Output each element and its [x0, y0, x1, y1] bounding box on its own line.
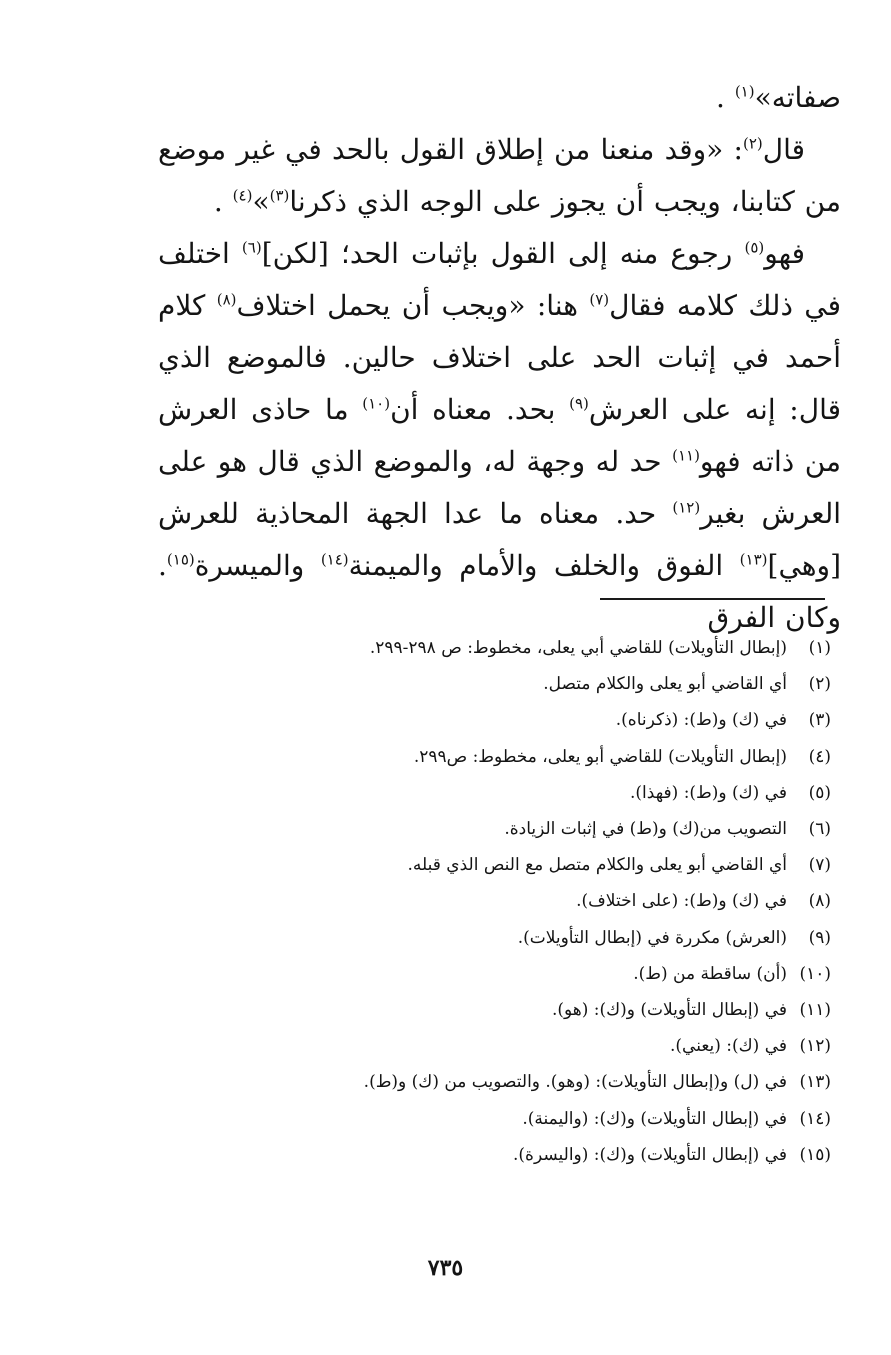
footnote-number: (٩): [808, 927, 831, 948]
footnote-ref[interactable]: (١٣): [739, 550, 768, 569]
footnote-number: (٢): [808, 674, 831, 695]
footnote-text: في (إبطال التأويلات) و(ك): (هو).: [551, 1000, 787, 1021]
footnote-text: أي القاضي أبو يعلى والكلام متصل مع النص الذي قبله.: [407, 855, 787, 876]
footnote-number: (١٠): [799, 963, 831, 984]
footnote-text: في (ك): (يعني).: [669, 1036, 787, 1057]
footnote-text: في (ل) و(إبطال التأويلات): (وهو). والتصويب من (ك) و(ط).: [363, 1072, 787, 1093]
footnote-text: (العرش) مكررة في (إبطال التأويلات).: [517, 927, 787, 948]
footnote-number: (١٣): [799, 1072, 831, 1093]
footnote-text: في (ك) و(ط): (على اختلاف).: [576, 891, 787, 912]
footnote-item: [150, 630, 831, 666]
footnote-item: [150, 775, 831, 811]
footnote-number: (١٢): [799, 1036, 831, 1057]
footnote-number: (١١): [799, 1000, 831, 1021]
footnote-item: [150, 992, 831, 1028]
footnote-number: (٨): [808, 891, 831, 912]
footnotes-list: [150, 630, 831, 1173]
footnote-number: (١٤): [799, 1108, 831, 1129]
footnote-ref[interactable]: (١٢): [672, 498, 701, 517]
footnote-ref[interactable]: (١٠): [362, 394, 391, 413]
footnote-item: [150, 666, 831, 702]
footnote-ref[interactable]: (٣): [269, 186, 290, 205]
footnote-text: (إبطال التأويلات) للقاضي أبي يعلى، مخطوط: ص ٢٩٨-٢٩٩.: [369, 638, 787, 658]
footnote-item: [150, 1028, 831, 1064]
footnote-item: [150, 883, 831, 919]
footnote-ref[interactable]: (١٥): [166, 550, 195, 569]
footnote-item: [150, 847, 831, 883]
text-line-continuation: صفاته»$^{(١)}$ .: [716, 81, 841, 114]
footnote-text: (إبطال التأويلات) للقاضي أبو يعلى، مخطوط: ص٢٩٩.: [413, 746, 787, 767]
footnote-ref[interactable]: (١١): [672, 446, 700, 465]
footnote-ref[interactable]: (٩): [569, 394, 589, 413]
footnote-item: [150, 956, 831, 992]
footnote-item: [150, 702, 831, 738]
footnote-item: [150, 920, 831, 956]
footnote-ref[interactable]: (٧): [589, 290, 610, 309]
footnote-number: (٥): [808, 782, 831, 803]
footnote-text: في (ك) و(ط): (ذكرناه).: [615, 710, 787, 731]
paragraph-qala: قال$^{(٢)}$: «وقد منعنا من إطلاق القول بالحد في غير موضع من كتابنا، ويجب أن يجوز على الوجه الذي ذكرنا$^{(٣)}$»$^{(٤)}$ .: [158, 133, 841, 218]
footnote-item: [150, 1064, 831, 1100]
footnote-item: [150, 811, 831, 847]
main-text: [158, 72, 841, 644]
footnote-ref[interactable]: (٦): [241, 238, 262, 257]
footnote-item: [150, 1137, 831, 1173]
footnote-text: أي القاضي أبو يعلى والكلام متصل.: [543, 674, 787, 695]
footnote-number: (١٥): [799, 1144, 831, 1165]
footnote-ref[interactable]: (١٤): [320, 550, 349, 569]
footnote-text: في (ك) و(ط): (فهذا).: [630, 782, 787, 803]
footnote-number: (٧): [808, 855, 831, 876]
footnote-item: [150, 1101, 831, 1137]
footnote-text: في (إبطال التأويلات) و(ك): (واليمنة).: [522, 1108, 787, 1129]
paragraph-fahuwa: فهو$^{(٥)}$ رجوع منه إلى القول بإثبات الحد؛ [لكن]$^{(٦)}$ اختلف في ذلك كلامه فقال$^{(٧)}$ هنا: «ويجب أن يحمل اختلاف$^{(٨)}$ كلام أحمد في إثبات الحد على اختلاف حالين. فالموضع الذي قال: إنه على العرش$^{(٩)}$ بحد. معناه أن$^{(١٠)}$ ما حاذى العرش من ذاته فهو$^{(١١)}$ حد له وجهة له، والموضع الذي قال هو على العرش بغير$^{(١٢)}$ حد. معناه ما عدا الجهة المحاذية للعرش [وهي]$^{(١٣)}$ الفوق والخلف والأمام والميمنة$^{(١٤)}$ والميسرة$^{(١٥)}$. وكان الفرق: [158, 237, 842, 634]
footnote-ref[interactable]: (٢): [742, 134, 763, 153]
footnote-number: (٦): [808, 819, 831, 840]
footnote-divider: [600, 598, 825, 600]
footnote-ref[interactable]: (١): [734, 82, 755, 101]
footnote-number: (١): [808, 638, 831, 658]
footnote-text: (أن) ساقطة من (ط).: [633, 963, 787, 984]
footnote-ref[interactable]: (٨): [216, 290, 237, 309]
footnote-text: التصويب من(ك) و(ط) في إثبات الزيادة.: [504, 819, 787, 840]
footnote-number: (٤): [808, 746, 831, 767]
footnote-text: في (إبطال التأويلات) و(ك): (واليسرة).: [513, 1144, 787, 1165]
footnote-ref[interactable]: (٥): [744, 238, 765, 257]
footnote-ref[interactable]: (٤): [232, 186, 253, 205]
page-number: ٧٣٥: [427, 1255, 464, 1281]
footnote-item: [150, 739, 831, 775]
footnote-number: (٣): [808, 710, 831, 731]
